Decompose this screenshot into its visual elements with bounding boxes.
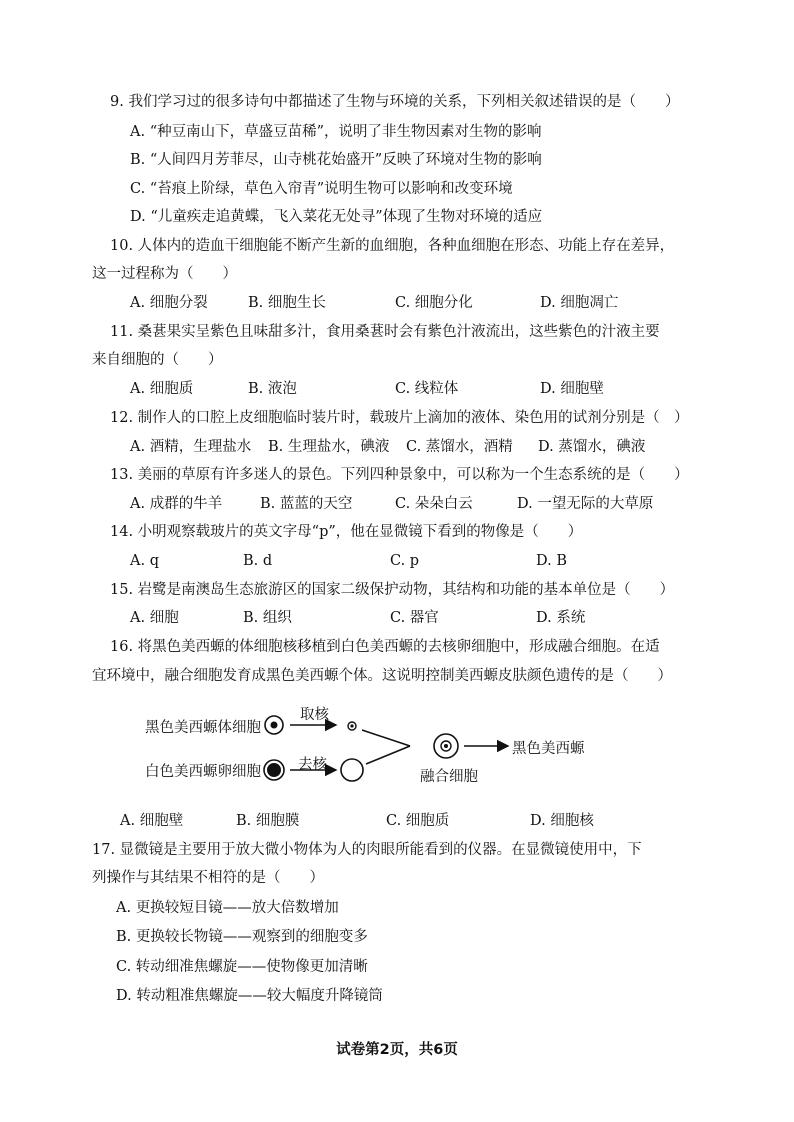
q14-option-b: B. d xyxy=(243,553,273,569)
q16-option-b: B. 细胞膜 xyxy=(236,813,300,829)
q16-option-a: A. 细胞壁 xyxy=(120,813,184,829)
diagram-remove-nucleus-label: 去核 xyxy=(298,757,327,773)
q12-option-b: B. 生理盐水，碘液 xyxy=(268,439,390,455)
q10-option-a: A. 细胞分裂 xyxy=(130,295,208,311)
q16-stem-line1: 16. 将黑色美西螈的体细胞核移植到白色美西螈的去核卵细胞中，形成融合细胞。在适 xyxy=(110,639,660,655)
q12-option-c: C. 蒸馏水，酒精 xyxy=(406,439,513,455)
q13-option-d: D. 一望无际的大草原 xyxy=(517,496,654,512)
q10-option-c: C. 细胞分化 xyxy=(395,295,473,311)
q17-stem-line1: 17. 显微镜是主要用于放大微小物体为人的肉眼所能看到的仪器。在显微镜使用中，下 xyxy=(92,842,642,858)
enucleated-egg-icon xyxy=(341,759,363,781)
q17-option-c: C. 转动细准焦螺旋——使物像更加清晰 xyxy=(116,959,368,975)
q17-stem-line2: 列操作与其结果不相符的是（ ） xyxy=(92,870,324,886)
q9-option-d: D. “儿童疾走追黄蝶，飞入菜花无处寻”体现了生物对环境的适应 xyxy=(130,209,543,225)
q16-stem-line2: 宜环境中，融合细胞发育成黑色美西螈个体。这说明控制美西螈皮肤颜色遗传的是（ ） xyxy=(92,668,672,684)
q16-option-d: D. 细胞核 xyxy=(530,813,594,829)
q17-option-b: B. 更换较长物镜——观察到的细胞变多 xyxy=(116,929,368,945)
q11-option-a: A. 细胞质 xyxy=(130,381,194,397)
q15-option-d: D. 系统 xyxy=(536,610,586,626)
fused-cell-icon xyxy=(434,734,458,758)
q14-option-a: A. q xyxy=(130,553,159,569)
q10-stem-line1: 10. 人体内的造血干细胞能不断产生新的血细胞，各种血细胞在形态、功能上存在差异， xyxy=(110,238,675,254)
q15-option-a: A. 细胞 xyxy=(130,610,179,626)
q9-option-c: C. “苔痕上阶绿，草色入帘青”说明生物可以影响和改变环境 xyxy=(130,181,513,197)
q9-option-a: A. “种豆南山下，草盛豆苗稀”，说明了非生物因素对生物的影响 xyxy=(130,124,542,140)
q9-option-b: B. “人间四月芳菲尽，山寺桃花始盛开”反映了环境对生物的影响 xyxy=(130,152,542,168)
q15-option-c: C. 器官 xyxy=(390,610,439,626)
q11-option-c: C. 线粒体 xyxy=(395,381,459,397)
merge-line-top xyxy=(362,730,410,746)
q10-stem-line2: 这一过程称为（ ） xyxy=(92,266,237,282)
q13-option-b: B. 蓝蓝的天空 xyxy=(260,496,353,512)
q12-stem: 12. 制作人的口腔上皮细胞临时装片时，载玻片上滴加的液体、染色用的试剂分别是（ ） xyxy=(110,410,689,426)
q14-option-c: C. p xyxy=(390,553,420,569)
diagram-drawing xyxy=(130,700,630,790)
q16-option-c: C. 细胞质 xyxy=(386,813,450,829)
q14-option-d: D. B xyxy=(536,553,567,569)
q10-option-d: D. 细胞凋亡 xyxy=(540,295,619,311)
white-egg-cell-icon xyxy=(264,760,284,780)
q13-option-a: A. 成群的牛羊 xyxy=(130,496,223,512)
black-body-cell-icon xyxy=(265,716,283,734)
page-footer: 试卷第2页，共6页 xyxy=(336,1042,458,1058)
diagram-take-nucleus-label: 取核 xyxy=(300,707,329,723)
q11-option-b: B. 液泡 xyxy=(248,381,297,397)
extracted-nucleus-icon xyxy=(348,722,356,730)
merge-line-bottom xyxy=(366,746,410,764)
q11-stem-line2: 来自细胞的（ ） xyxy=(92,352,223,368)
q11-stem-line1: 11. 桑葚果实呈紫色且味甜多汁，食用桑葚时会有紫色汁液流出，这些紫色的汁液主要 xyxy=(110,324,660,340)
q9-stem: 9. 我们学习过的很多诗句中都描述了生物与环境的关系，下列相关叙述错误的是（ ） xyxy=(110,94,680,110)
q15-option-b: B. 组织 xyxy=(243,610,292,626)
diagram-white-egg-label: 白色美西螈卵细胞 xyxy=(145,764,261,780)
q11-option-d: D. 细胞壁 xyxy=(540,381,604,397)
diagram-result-label: 黑色美西螈 xyxy=(512,741,585,757)
q10-option-b: B. 细胞生长 xyxy=(248,295,326,311)
q13-option-c: C. 朵朵白云 xyxy=(395,496,473,512)
q12-option-a: A. 酒精，生理盐水 xyxy=(130,439,252,455)
q17-option-d: D. 转动粗准焦螺旋——较大幅度升降镜筒 xyxy=(116,988,383,1004)
diagram-fused-cell-label: 融合细胞 xyxy=(420,769,478,785)
q14-stem: 14. 小明观察载玻片的英文字母“p”，他在显微镜下看到的物像是（ ） xyxy=(110,524,583,540)
q12-option-d: D. 蒸馏水，碘液 xyxy=(538,439,646,455)
q15-stem: 15. 岩鹭是南澳岛生态旅游区的国家二级保护动物，其结构和功能的基本单位是（ ） xyxy=(110,582,675,598)
diagram-black-cell-label: 黑色美西螈体细胞 xyxy=(145,720,261,736)
q13-stem: 13. 美丽的草原有许多迷人的景色。下列四种景象中，可以称为一个生态系统的是（ ） xyxy=(110,467,689,483)
q17-option-a: A. 更换较短目镜——放大倍数增加 xyxy=(116,900,339,916)
